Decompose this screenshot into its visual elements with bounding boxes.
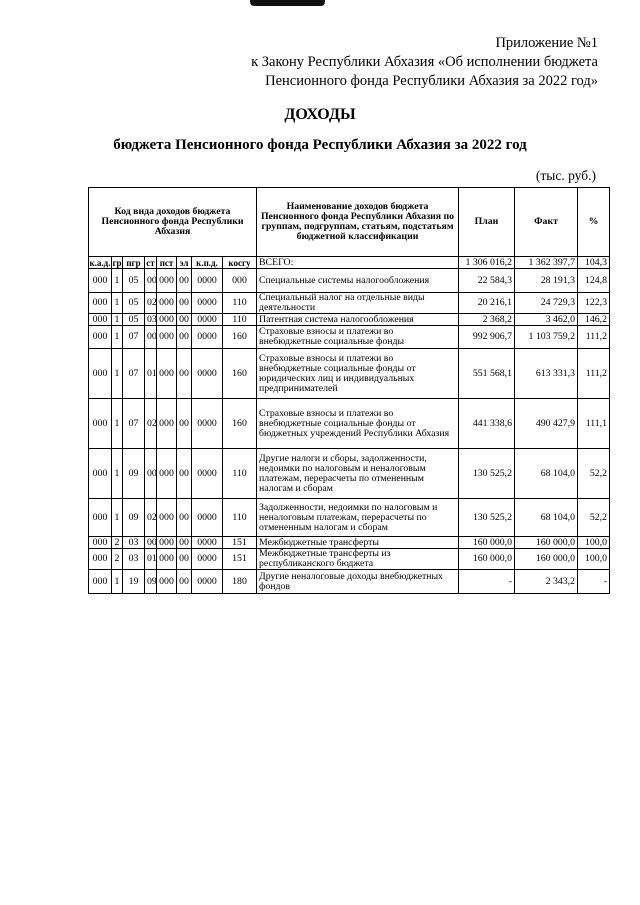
code-cell: 03 [123, 549, 145, 570]
revenue-table [88, 187, 610, 594]
table-header-row [89, 188, 610, 257]
code-cell: 151 [223, 549, 257, 570]
table-body [89, 269, 610, 594]
code-cell: 00 [177, 537, 192, 549]
code-cell: 180 [223, 570, 257, 594]
code-cell: 000 [157, 269, 177, 293]
row-plan: 992 906,7 [459, 326, 515, 349]
code-cell: 000 [157, 537, 177, 549]
code-col-kad: к.а.д. [89, 257, 111, 268]
code-cell: 000 [89, 570, 112, 594]
code-cell: 000 [157, 570, 177, 594]
code-cell: 000 [89, 499, 112, 537]
code-cell: 00 [145, 326, 157, 349]
code-cell: 000 [89, 326, 112, 349]
row-fact: 2 343,2 [515, 570, 578, 594]
code-cell: 00 [177, 449, 192, 499]
row-name: Задолженности, недоимки по налоговым и неналоговым платежам, перерасчеты по отмененным налогам и сборам [257, 499, 459, 537]
row-name: Межбюджетные трансферты [257, 537, 459, 549]
row-fact: 3 462,0 [515, 314, 578, 326]
table-row [89, 399, 610, 449]
code-col-pgr: пгр [123, 257, 145, 269]
code-cell: 000 [157, 549, 177, 570]
code-col-pst: пст [157, 257, 177, 269]
code-col-kpd: к.п.д. [192, 257, 223, 269]
code-cell: 000 [157, 293, 177, 314]
code-cell: 19 [123, 570, 145, 594]
code-cell: 07 [123, 326, 145, 349]
row-fact: 68 104,0 [515, 449, 578, 499]
row-name: Межбюджетные трансферты из республиканского бюджета [257, 549, 459, 570]
code-cell: 07 [123, 399, 145, 449]
code-cell: 110 [223, 449, 257, 499]
header-plan: План [459, 188, 515, 257]
table-row [89, 269, 610, 293]
appendix-header [251, 34, 598, 91]
code-cell: 1 [112, 499, 123, 537]
code-cell: 02 [145, 499, 157, 537]
code-cell: 000 [89, 293, 112, 314]
code-cell: 160 [223, 326, 257, 349]
row-plan: 441 338,6 [459, 399, 515, 449]
row-plan: - [459, 570, 515, 594]
code-cell: 03 [145, 314, 157, 326]
code-cell: 00 [177, 499, 192, 537]
code-cell: 07 [123, 349, 145, 399]
header-pct: % [578, 188, 610, 257]
code-cell: 000 [89, 449, 112, 499]
row-fact: 490 427,9 [515, 399, 578, 449]
code-cell: 01 [145, 549, 157, 570]
code-cell: 0000 [192, 399, 223, 449]
code-cell: 110 [223, 499, 257, 537]
code-cell: 0000 [192, 537, 223, 549]
row-pct: 122,3 [578, 293, 610, 314]
code-cell: 0000 [192, 293, 223, 314]
code-cell: 0000 [192, 570, 223, 594]
code-cell: 0000 [192, 549, 223, 570]
row-plan: 551 568,1 [459, 349, 515, 399]
table-row [89, 349, 610, 399]
code-cell: 160 [223, 399, 257, 449]
code-cell: 02 [145, 293, 157, 314]
code-cell: 00 [177, 269, 192, 293]
code-cell: 00 [177, 314, 192, 326]
code-cell: 1 [112, 326, 123, 349]
appendix-line-1: Приложение №1 [495, 35, 598, 51]
row-fact: 160 000,0 [515, 549, 578, 570]
code-cell: 00 [145, 269, 157, 293]
code-cell: 160 [223, 349, 257, 399]
code-cell: 09 [145, 570, 157, 594]
page-subtitle: бюджета Пенсионного фонда Республики Абхазия за 2022 год [113, 137, 527, 153]
code-cell: 1 [112, 570, 123, 594]
row-fact: 28 191,3 [515, 269, 578, 293]
total-label: ВСЕГО: [257, 257, 459, 269]
total-fact: 1 362 397,7 [515, 257, 578, 269]
table-row [89, 449, 610, 499]
code-col-st: ст [146, 257, 155, 268]
code-col-el: эл [177, 257, 192, 269]
header-code: Код вида доходов бюджета Пенсионного фонда Республики Абхазия [89, 188, 257, 257]
row-pct: 100,0 [578, 549, 610, 570]
code-cell: 00 [177, 326, 192, 349]
code-cell: 1 [112, 399, 123, 449]
code-cell: 000 [89, 349, 112, 399]
row-pct: 146,2 [578, 314, 610, 326]
row-fact: 24 729,3 [515, 293, 578, 314]
row-fact: 613 331,3 [515, 349, 578, 399]
code-cell: 000 [89, 269, 112, 293]
code-cell: 00 [145, 537, 157, 549]
code-cell: 000 [157, 399, 177, 449]
code-cell: 1 [112, 269, 123, 293]
table-row [89, 570, 610, 594]
code-col-gr: гр [112, 257, 122, 268]
code-cell: 0000 [192, 326, 223, 349]
code-cell: 000 [157, 314, 177, 326]
code-cell: 09 [123, 449, 145, 499]
code-cell: 01 [145, 349, 157, 399]
row-pct: 100,0 [578, 537, 610, 549]
table-row [89, 314, 610, 326]
code-cell: 1 [112, 314, 123, 326]
row-plan: 160 000,0 [459, 549, 515, 570]
code-cell: 02 [145, 399, 157, 449]
code-cell: 000 [157, 449, 177, 499]
code-cell: 00 [177, 399, 192, 449]
code-cell: 110 [223, 293, 257, 314]
code-cell: 000 [157, 326, 177, 349]
row-pct: 111,2 [578, 349, 610, 399]
total-plan: 1 306 016,2 [459, 257, 515, 269]
row-fact: 1 103 759,2 [515, 326, 578, 349]
code-cell: 151 [223, 537, 257, 549]
row-pct: 52,2 [578, 449, 610, 499]
code-cell: 00 [177, 570, 192, 594]
code-cell: 09 [123, 499, 145, 537]
code-cell: 0000 [192, 269, 223, 293]
code-cell: 2 [112, 537, 123, 549]
code-cell: 0000 [192, 314, 223, 326]
row-name: Патентная система налогообложения [257, 314, 459, 326]
code-cell: 000 [89, 314, 112, 326]
row-name: Другие налоги и сборы, задолженности, недоимки по налоговым и неналоговым платежам, перерасчеты по отмененным налогам и сборам [257, 449, 459, 499]
code-cell: 03 [123, 537, 145, 549]
code-cell: 000 [157, 349, 177, 399]
table-total-row [89, 257, 610, 269]
row-name: Специальный налог на отдельные виды деятельности [257, 293, 459, 314]
row-name: Специальные системы налогообложения [257, 269, 459, 293]
row-name: Страховые взносы и платежи во внебюджетные социальные фонды от бюджетных учреждений Республики Абхазия [257, 399, 459, 449]
row-name: Другие неналоговые доходы внебюджетных фондов [257, 570, 459, 594]
code-cell: 0000 [192, 349, 223, 399]
code-cell: 00 [177, 549, 192, 570]
row-name: Страховые взносы и платежи во внебюджетные социальные фонды от юридических лиц и индивидуальных предпринимателей [257, 349, 459, 399]
row-pct: 52,2 [578, 499, 610, 537]
table-row [89, 326, 610, 349]
code-cell: 000 [223, 269, 257, 293]
row-plan: 2 368,2 [459, 314, 515, 326]
table-row [89, 293, 610, 314]
code-cell: 0000 [192, 449, 223, 499]
code-cell: 00 [177, 293, 192, 314]
row-plan: 22 584,3 [459, 269, 515, 293]
code-cell: 000 [157, 499, 177, 537]
scan-artifact-bar [250, 0, 325, 6]
code-cell: 05 [123, 314, 145, 326]
code-cell: 110 [223, 314, 257, 326]
row-pct: - [578, 570, 610, 594]
appendix-line-2: к Закону Республики Абхазия «Об исполнении бюджета [251, 54, 598, 70]
row-plan: 130 525,2 [459, 449, 515, 499]
code-cell: 2 [112, 549, 123, 570]
row-fact: 68 104,0 [515, 499, 578, 537]
code-cell: 05 [123, 293, 145, 314]
header-fact: Факт [515, 188, 578, 257]
code-cell: 000 [89, 399, 112, 449]
code-cell: 1 [112, 293, 123, 314]
code-col-kosgu: косгу [223, 257, 257, 269]
code-cell: 1 [112, 349, 123, 399]
units-label: (тыс. руб.) [535, 168, 596, 183]
row-plan: 130 525,2 [459, 499, 515, 537]
code-cell: 1 [112, 449, 123, 499]
code-cell: 05 [123, 269, 145, 293]
page-title: ДОХОДЫ [284, 106, 356, 123]
row-pct: 111,1 [578, 399, 610, 449]
row-plan: 160 000,0 [459, 537, 515, 549]
header-name: Наименование доходов бюджета Пенсионного фонда Республики Абхазия по группам, подгруппам, статьям, подстатьям бюджетной классификации [257, 188, 459, 257]
row-name: Страховые взносы и платежи во внебюджетные социальные фонды [257, 326, 459, 349]
table-row [89, 499, 610, 537]
row-plan: 20 216,1 [459, 293, 515, 314]
code-cell: 0000 [192, 499, 223, 537]
total-pct: 104,3 [578, 257, 610, 269]
code-cell: 00 [145, 449, 157, 499]
table-row [89, 549, 610, 570]
row-pct: 124,8 [578, 269, 610, 293]
code-cell: 000 [89, 537, 112, 549]
appendix-line-3: Пенсионного фонда Республики Абхазия за 2022 год» [265, 73, 598, 89]
row-fact: 160 000,0 [515, 537, 578, 549]
code-cell: 00 [177, 349, 192, 399]
row-pct: 111,2 [578, 326, 610, 349]
table-row [89, 537, 610, 549]
code-cell: 000 [89, 549, 112, 570]
